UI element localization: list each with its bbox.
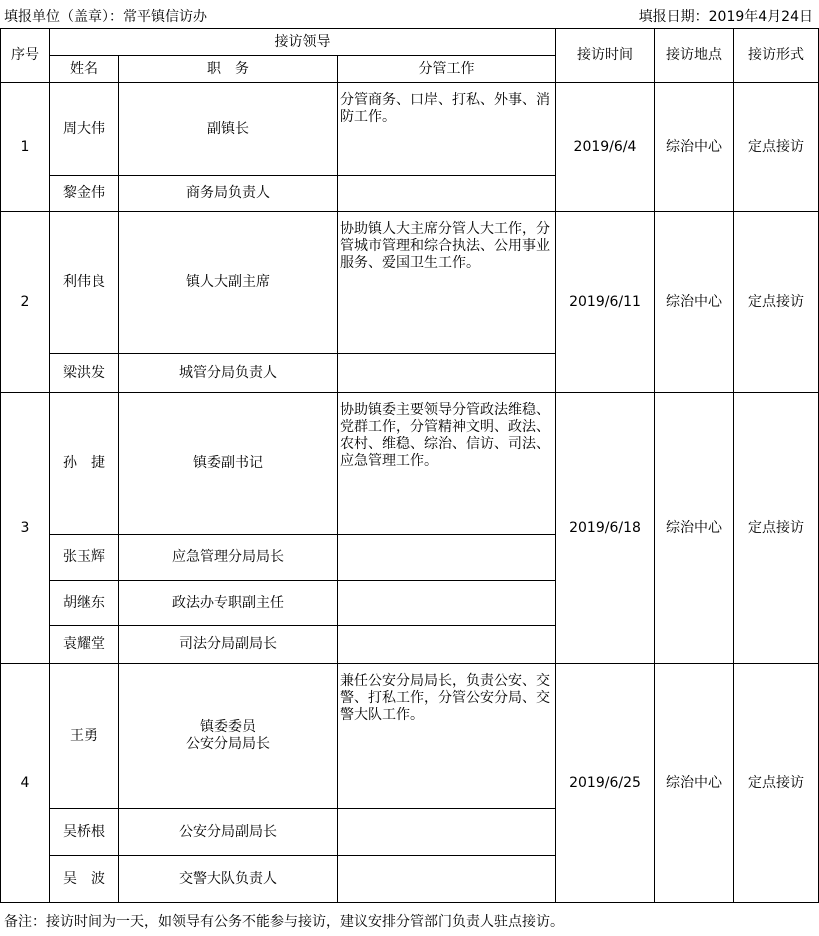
reception-schedule-table <box>0 28 819 903</box>
position-line: 应急管理分局局长 <box>172 549 284 565</box>
duty-cell <box>338 581 556 626</box>
reception-time: 2019/6/11 <box>556 212 655 393</box>
leader-position <box>119 626 338 664</box>
leader-name: 袁耀堂 <box>50 626 119 664</box>
seq-cell: 1 <box>1 83 50 212</box>
leader-position <box>119 535 338 581</box>
seq-cell: 2 <box>1 212 50 393</box>
duty-cell: 协助镇人大主席分管人大工作，分管城市管理和综合执法、公用事业服务、爱国卫生工作。 <box>338 212 556 354</box>
duty-cell: 协助镇委主要领导分管政法维稳、党群工作，分管精神文明、政法、农村、维稳、综治、信访、司法、应急管理工作。 <box>338 393 556 535</box>
reception-place: 综治中心 <box>655 393 734 664</box>
leader-name: 利伟良 <box>50 212 119 354</box>
seq-cell: 3 <box>1 393 50 664</box>
reporting-date: 填报日期：2019年4月24日 <box>638 9 813 25</box>
header-position: 职 务 <box>119 56 338 83</box>
duty-cell <box>338 535 556 581</box>
position-line: 公安分局局长 <box>186 736 270 752</box>
reception-form: 定点接访 <box>734 664 819 903</box>
table-row <box>1 212 819 354</box>
leader-name: 胡继东 <box>50 581 119 626</box>
leader-name: 黎金伟 <box>50 176 119 212</box>
position-line: 镇委副书记 <box>193 455 263 471</box>
table-row <box>1 83 819 176</box>
position-line: 司法分局副局长 <box>179 636 277 652</box>
leader-position <box>119 581 338 626</box>
header-seq: 序号 <box>1 29 50 83</box>
footnote: 备注：接访时间为一天，如领导有公务不能参与接访，建议安排分管部门负责人驻点接访。 <box>4 914 564 930</box>
position-line: 副镇长 <box>207 120 249 137</box>
duty-cell <box>338 809 556 856</box>
leader-position <box>119 393 338 535</box>
header-name: 姓名 <box>50 56 119 83</box>
leader-position <box>119 354 338 393</box>
table-row <box>1 664 819 809</box>
leader-name: 孙 捷 <box>50 393 119 535</box>
table-row <box>1 393 819 535</box>
position-line: 镇人大副主席 <box>186 274 270 290</box>
position-line: 公安分局副局长 <box>179 823 277 840</box>
leader-position <box>119 212 338 354</box>
header-time: 接访时间 <box>556 29 655 83</box>
leader-name: 吴桥根 <box>50 809 119 856</box>
position-line: 政法办专职副主任 <box>172 594 284 611</box>
duty-cell <box>338 626 556 664</box>
position-line: 交警大队负责人 <box>179 870 277 887</box>
duty-cell <box>338 176 556 212</box>
reporting-unit: 填报单位（盖章）：常平镇信访办 <box>4 9 207 25</box>
leader-name: 周大伟 <box>50 83 119 176</box>
header-leaders: 接访领导 <box>50 29 556 56</box>
reception-form: 定点接访 <box>734 212 819 393</box>
leader-position <box>119 664 338 809</box>
seq-cell: 4 <box>1 664 50 903</box>
reception-time: 2019/6/18 <box>556 393 655 664</box>
leader-name: 张玉辉 <box>50 535 119 581</box>
leader-position <box>119 856 338 903</box>
reception-place: 综治中心 <box>655 212 734 393</box>
reception-time: 2019/6/25 <box>556 664 655 903</box>
reception-place: 综治中心 <box>655 83 734 212</box>
reception-form: 定点接访 <box>734 83 819 212</box>
duty-cell: 分管商务、口岸、打私、外事、消防工作。 <box>338 83 556 176</box>
position-line: 镇委委员 <box>200 719 256 735</box>
table-body <box>1 83 819 903</box>
leader-name: 吴 波 <box>50 856 119 903</box>
header-place: 接访地点 <box>655 29 734 83</box>
leader-position <box>119 83 338 176</box>
leader-position <box>119 809 338 856</box>
duty-cell <box>338 856 556 903</box>
duty-cell: 兼任公安分局局长，负责公安、交警、打私工作，分管公安分局、交警大队工作。 <box>338 664 556 809</box>
leader-name: 王勇 <box>50 664 119 809</box>
reception-form: 定点接访 <box>734 393 819 664</box>
header-duty: 分管工作 <box>338 56 556 83</box>
position-line: 城管分局负责人 <box>179 364 277 381</box>
leader-position <box>119 176 338 212</box>
header-form: 接访形式 <box>734 29 819 83</box>
duty-cell <box>338 354 556 393</box>
reception-place: 综治中心 <box>655 664 734 903</box>
reception-time: 2019/6/4 <box>556 83 655 212</box>
position-line: 商务局负责人 <box>186 185 270 201</box>
leader-name: 梁洪发 <box>50 354 119 393</box>
